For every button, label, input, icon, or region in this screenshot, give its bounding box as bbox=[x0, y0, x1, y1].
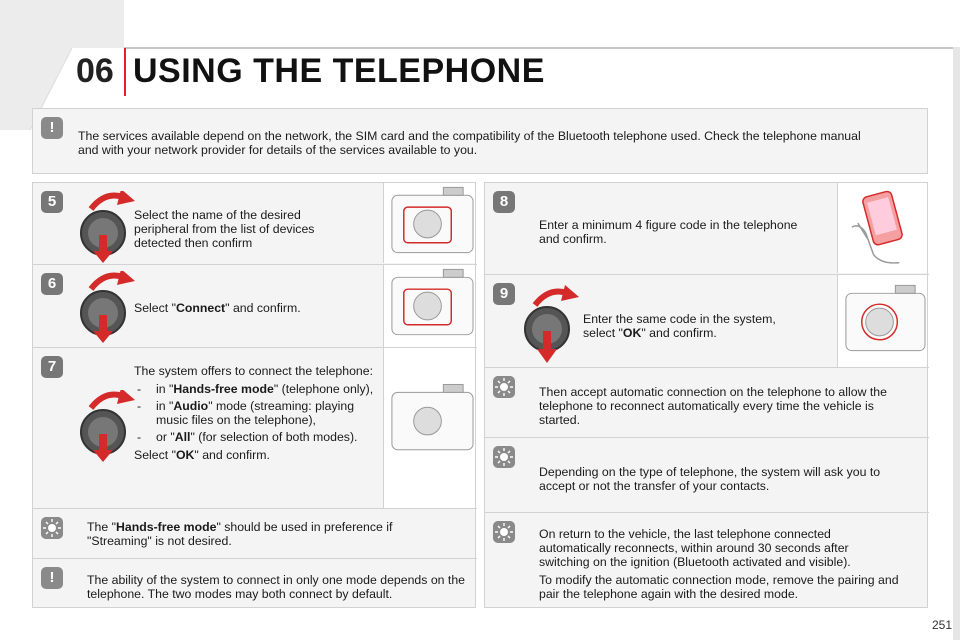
step-8-row bbox=[485, 183, 929, 275]
step-6-post: " and confirm. bbox=[225, 301, 301, 315]
step-5-row bbox=[33, 183, 477, 265]
step-9-line2: select "OK" and confirm. bbox=[583, 326, 717, 340]
transfer-text: Depending on the type of telephone, the system will ask you to accept or not the transfer of your contacts. bbox=[539, 465, 881, 493]
list-item: - in "Audio" mode (streaming: playing music files on the telephone), bbox=[134, 399, 374, 427]
step-7-intro: The system offers to connect the telephone: bbox=[134, 364, 374, 378]
audio-console-icon bbox=[383, 348, 475, 508]
step-5-badge: 5 bbox=[41, 191, 63, 213]
list-item: - or "All" (for selection of both modes). bbox=[134, 430, 374, 444]
step-5-text: Select the name of the desired peripheral from the list of devices detected then confirm bbox=[134, 208, 315, 250]
rotary-knob-icon bbox=[71, 390, 141, 462]
step-6-row bbox=[33, 265, 477, 348]
info-note-panel bbox=[32, 108, 928, 174]
step-8-badge: 8 bbox=[493, 191, 515, 213]
step-7-row bbox=[33, 348, 477, 509]
step-6-bold: Connect bbox=[175, 301, 226, 315]
step-8-text: Enter a minimum 4 figure code in the telephone and confirm. bbox=[539, 218, 798, 246]
step-9-row bbox=[485, 275, 929, 368]
audio-console-icon bbox=[837, 275, 927, 367]
mode-warning-text: The ability of the system to connect in only one mode depends on the telephone. The two modes may both connect by default. bbox=[87, 573, 466, 601]
accept-auto-tip-row bbox=[485, 368, 929, 438]
chapter-number: 06 bbox=[76, 52, 114, 90]
connection-mode-list bbox=[134, 382, 374, 444]
page-title: USING THE TELEPHONE bbox=[133, 52, 545, 90]
info-note-text: The services available depend on the network, the SIM card and the compatibility of the Bluetooth telephone used. Check the telephone manual and with your network provider for details of the services available to you. bbox=[78, 129, 861, 157]
right-column-panel bbox=[484, 182, 928, 608]
step-6-badge: 6 bbox=[41, 273, 63, 295]
mode-warning-row bbox=[33, 559, 477, 609]
header-divider bbox=[124, 48, 126, 96]
rotary-knob-icon bbox=[71, 271, 141, 343]
rotary-knob-icon bbox=[515, 285, 585, 365]
lamp-icon bbox=[41, 517, 63, 539]
list-item: - in "Hands-free mode" (telephone only), bbox=[134, 382, 374, 396]
step-6-pre: Select " bbox=[134, 301, 176, 315]
return-tip-row bbox=[485, 513, 929, 609]
hands-free-tip-row bbox=[33, 509, 477, 559]
exclamation-icon: ! bbox=[41, 117, 63, 139]
return-text-1: On return to the vehicle, the last telephone connected automatically reconnects, within around 30 seconds after switching on the ignition (Bluetooth activated and visible). bbox=[539, 527, 851, 569]
transfer-tip-row bbox=[485, 438, 929, 513]
step-9-line1: Enter the same code in the system, bbox=[583, 312, 776, 326]
step-9-badge: 9 bbox=[493, 283, 515, 305]
step-6-text bbox=[134, 301, 354, 315]
lamp-icon bbox=[493, 446, 515, 468]
exclamation-icon: ! bbox=[41, 567, 63, 589]
accept-auto-text: Then accept automatic connection on the telephone to allow the telephone to reconnect automatically every time the vehicle is started. bbox=[539, 385, 887, 427]
step-7-text bbox=[134, 364, 374, 462]
audio-console-icon bbox=[383, 183, 475, 263]
hands-free-tip-text: The "Hands-free mode" should be used in preference if "Streaming" is not desired. bbox=[87, 520, 393, 548]
audio-console-icon bbox=[383, 265, 475, 347]
hand-phone-icon bbox=[837, 183, 927, 273]
page-number: 251 bbox=[931, 618, 952, 632]
step-9-text bbox=[583, 312, 823, 340]
page-edge-strip bbox=[953, 47, 960, 640]
lamp-icon bbox=[493, 521, 515, 543]
left-column-panel bbox=[32, 182, 476, 608]
lamp-icon bbox=[493, 376, 515, 398]
rotary-knob-icon bbox=[71, 191, 141, 263]
return-text-2: To modify the automatic connection mode, remove the pairing and pair the telephone again with the desired mode. bbox=[539, 573, 899, 601]
step-7-badge: 7 bbox=[41, 356, 63, 378]
step-7-confirm: Select "OK" and confirm. bbox=[134, 448, 270, 462]
header-rule bbox=[124, 47, 960, 49]
